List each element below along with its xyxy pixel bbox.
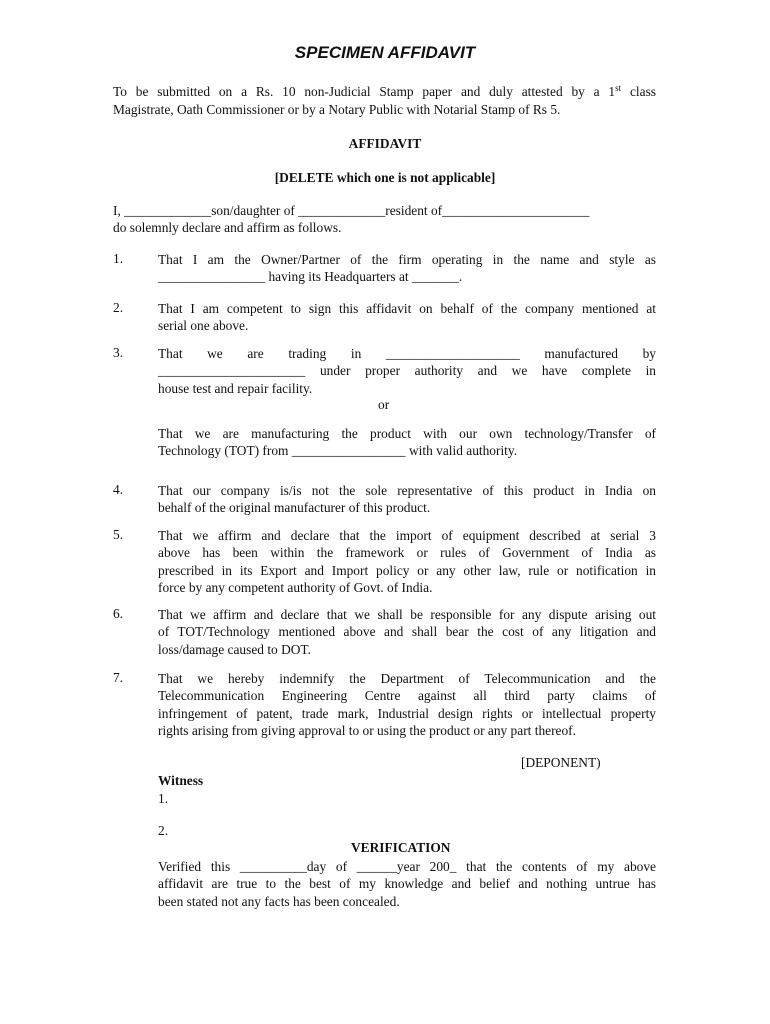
intro-line-1-end: class (621, 84, 656, 99)
item-5-line-4: force by any competent authority of Govt. of India. (158, 579, 433, 595)
item-4-line-1: That our company is/is not the sole representative of this product in India on (158, 483, 656, 498)
item-3-text (158, 345, 656, 397)
verification-line-1: Verified this __________day of ______year 200_ that the contents of my above (158, 859, 656, 874)
declaration-line-2: do solemnly declare and affirm as follows. (113, 220, 342, 235)
document-title: SPECIMEN AFFIDAVIT (294, 43, 476, 62)
item-3-word: in (350, 346, 362, 361)
verification-text (158, 858, 656, 910)
verification-line-2: affidavit are true to the best of my knowledge and belief and nothing untrue has (158, 876, 656, 892)
item-7-line-3: infringement of patent, trade mark, Industrial design rights or intellectual property (158, 705, 656, 721)
item-3-blank: ____________________ (385, 346, 520, 361)
item-3-or: or (378, 397, 390, 412)
item-3-alternative (158, 425, 656, 460)
item-3-line-2: ______________________ under proper authority and we have complete in (158, 363, 656, 379)
intro-line-1-main: To be submitted on a Rs. 10 non-Judicial Stamp paper and duly attested by a 1 (113, 84, 616, 99)
witness-two: 2. (158, 823, 169, 838)
item-number: 4. (113, 482, 124, 497)
item-3-line-3: house test and repair facility. (158, 380, 313, 396)
item-3-word: are (247, 346, 264, 361)
intro-text (113, 83, 656, 118)
verification-line-3: been stated not any facts has been concealed. (158, 893, 400, 909)
item-number: 5. (113, 527, 124, 542)
intro-line-2: Magistrate, Oath Commissioner or by a Notary Public with Notarial Stamp of Rs 5. (113, 101, 561, 117)
item-1-line-2: ________________ having its Headquarters at _______. (158, 269, 463, 285)
item-5-text (158, 527, 656, 596)
verification-heading: VERIFICATION (351, 840, 451, 855)
item-2-text (158, 300, 656, 335)
item-6-line-3: loss/damage caused to DOT. (158, 641, 311, 657)
witness-label: Witness (158, 773, 204, 788)
item-7-line-1: That we hereby indemnify the Department of Telecommunication and the (158, 671, 656, 686)
item-7-line-2: Telecommunication Engineering Centre against all third party claims of (158, 688, 656, 704)
item-7-line-4: rights arising from giving approval to or using the product or any part thereof. (158, 722, 576, 738)
affidavit-heading: AFFIDAVIT (348, 136, 422, 151)
item-4-text (158, 482, 656, 517)
witness-one: 1. (158, 791, 169, 806)
intro-superscript: st (615, 83, 622, 93)
item-1-text (158, 251, 656, 286)
item-5-line-2: above has been within the framework or rules of Government of India as (158, 545, 656, 561)
item-2-line-1: That I am competent to sign this affidavit on behalf of the company mentioned at (158, 301, 656, 316)
item-3-word: That (158, 346, 183, 361)
delete-note: [DELETE which one is not applicable] (274, 170, 496, 185)
item-1-line-1: That I am the Owner/Partner of the firm operating in the name and style as (158, 252, 656, 267)
item-3-line-1 (158, 345, 656, 362)
item-number: 3. (113, 345, 124, 360)
declaration-line-1: I, _____________son/daughter of _____________resident of______________________ (113, 203, 590, 218)
item-number: 1. (113, 251, 124, 266)
item-3-word: we (207, 346, 223, 361)
item-number: 6. (113, 606, 124, 621)
item-5-line-1: That we affirm and declare that the import of equipment described at serial 3 (158, 528, 656, 543)
item-5-line-3: prescribed in its Export and Import policy or any other law, rule or notification in (158, 562, 656, 578)
item-number: 7. (113, 670, 124, 685)
item-3-word: trading (288, 346, 327, 361)
item-3-word: manufactured (544, 346, 618, 361)
item-6-line-1: That we affirm and declare that we shall be responsible for any dispute arising out (158, 607, 656, 622)
item-4-line-2: behalf of the original manufacturer of this product. (158, 500, 431, 516)
item-6-line-2: of TOT/Technology mentioned above and shall bear the cost of any litigation and (158, 624, 656, 640)
item-3-alt-line-1: That we are manufacturing the product with our own technology/Transfer of (158, 426, 656, 441)
item-7-text (158, 670, 656, 739)
item-3-alt-line-2: Technology (TOT) from _________________ with valid authority. (158, 443, 518, 459)
deponent-label: [DEPONENT) (521, 755, 601, 770)
item-6-text (158, 606, 656, 658)
intro-line-1 (113, 83, 656, 101)
item-3-word: by (642, 346, 656, 361)
item-number: 2. (113, 300, 124, 315)
item-2-line-2: serial one above. (158, 318, 249, 334)
